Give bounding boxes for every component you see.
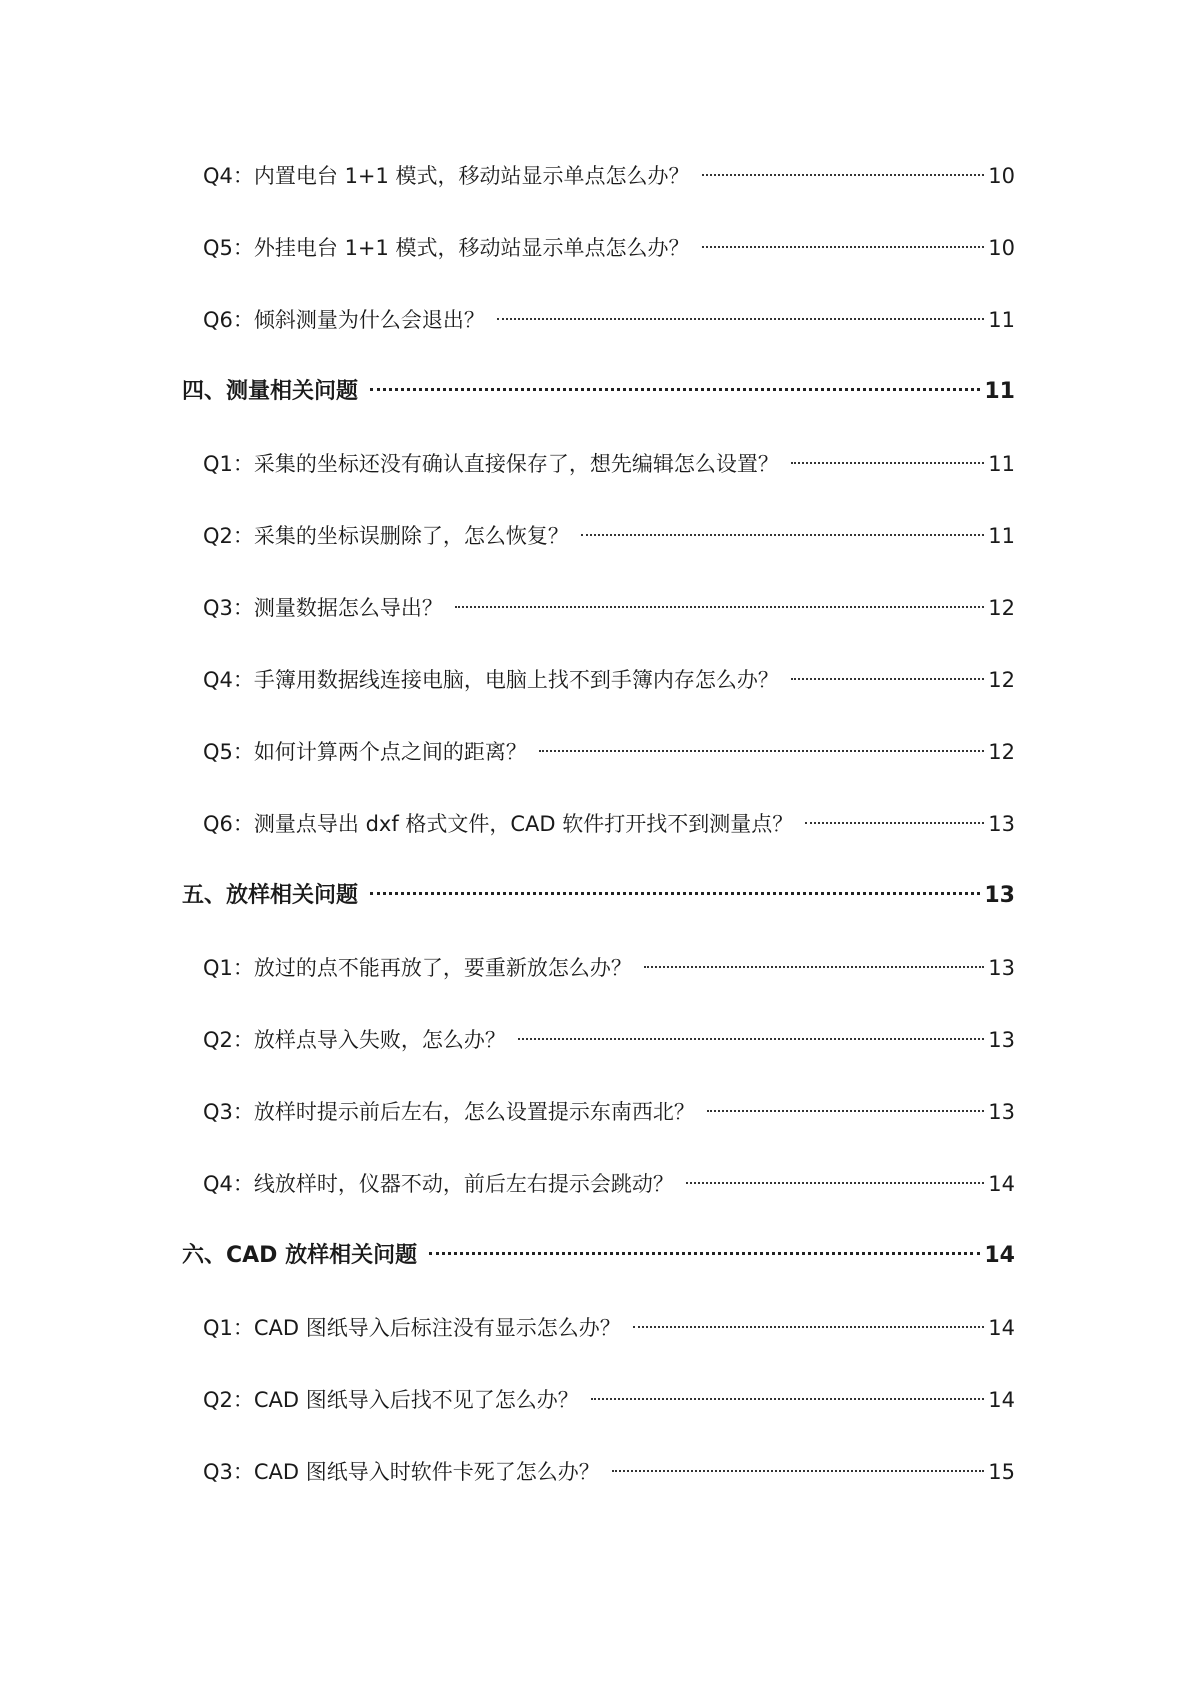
toc-section-heading[interactable] bbox=[182, 1238, 1015, 1274]
dot-leader bbox=[644, 966, 984, 968]
toc-entry[interactable] bbox=[203, 662, 1015, 698]
toc-page-number: 13 bbox=[988, 812, 1015, 836]
dot-leader bbox=[370, 892, 980, 895]
toc-page-number: 10 bbox=[988, 236, 1015, 260]
toc-page-number: 13 bbox=[988, 956, 1015, 980]
toc-entry[interactable] bbox=[203, 1382, 1015, 1418]
toc-entry-title: Q6：测量点导出 dxf 格式文件，CAD 软件打开找不到测量点？ bbox=[203, 812, 794, 836]
dot-leader bbox=[633, 1326, 985, 1328]
toc-page-number: 11 bbox=[988, 452, 1015, 476]
toc-entry-title: Q2：采集的坐标误删除了，怎么恢复？ bbox=[203, 524, 569, 548]
dot-leader bbox=[370, 388, 980, 391]
toc-entry[interactable] bbox=[203, 734, 1015, 770]
dot-leader bbox=[805, 822, 984, 824]
dot-leader bbox=[702, 174, 985, 176]
toc-entry[interactable] bbox=[203, 230, 1015, 266]
toc-page-number: 11 bbox=[984, 379, 1015, 404]
toc-entry-title: Q4：线放样时，仪器不动，前后左右提示会跳动？ bbox=[203, 1172, 674, 1196]
toc-section-title: 五、放样相关问题 bbox=[182, 883, 359, 908]
toc-entry-title: Q3：测量数据怎么导出？ bbox=[203, 596, 443, 620]
dot-leader bbox=[497, 318, 984, 320]
dot-leader bbox=[581, 534, 984, 536]
toc-page-number: 12 bbox=[988, 668, 1015, 692]
toc-page-number: 14 bbox=[984, 1243, 1015, 1268]
toc-page-number: 14 bbox=[988, 1172, 1015, 1196]
toc-entry[interactable] bbox=[203, 518, 1015, 554]
toc-section-title: 四、测量相关问题 bbox=[182, 379, 359, 404]
dot-leader bbox=[612, 1470, 985, 1472]
toc-entry-title: Q3：CAD 图纸导入时软件卡死了怎么办？ bbox=[203, 1460, 600, 1484]
toc-entry[interactable] bbox=[203, 446, 1015, 482]
toc-entry[interactable] bbox=[203, 1166, 1015, 1202]
toc-entry[interactable] bbox=[203, 806, 1015, 842]
toc-entry-title: Q3：放样时提示前后左右，怎么设置提示东南西北？ bbox=[203, 1100, 695, 1124]
toc-entry-title: Q2：CAD 图纸导入后找不见了怎么办？ bbox=[203, 1388, 579, 1412]
toc-section-heading[interactable] bbox=[182, 878, 1015, 914]
toc-entry[interactable] bbox=[203, 1454, 1015, 1490]
toc-entry[interactable] bbox=[203, 1094, 1015, 1130]
toc-entry[interactable] bbox=[203, 590, 1015, 626]
toc-page-number: 11 bbox=[988, 524, 1015, 548]
toc-entry-title: Q1：放过的点不能再放了，要重新放怎么办？ bbox=[203, 956, 632, 980]
toc-entry-title: Q4：手簿用数据线连接电脑，电脑上找不到手簿内存怎么办？ bbox=[203, 668, 779, 692]
toc-page-number: 11 bbox=[988, 308, 1015, 332]
toc-section-title: 六、CAD 放样相关问题 bbox=[182, 1243, 418, 1268]
toc-entry-title: Q2：放样点导入失败，怎么办？ bbox=[203, 1028, 506, 1052]
dot-leader bbox=[686, 1182, 984, 1184]
dot-leader bbox=[791, 678, 984, 680]
dot-leader bbox=[707, 1110, 984, 1112]
toc-entry-title: Q6：倾斜测量为什么会退出？ bbox=[203, 308, 485, 332]
toc-entry-title: Q5：外挂电台 1+1 模式，移动站显示单点怎么办？ bbox=[203, 236, 690, 260]
toc-entry[interactable] bbox=[203, 1022, 1015, 1058]
toc-page-number: 13 bbox=[984, 883, 1015, 908]
dot-leader bbox=[591, 1398, 985, 1400]
toc-entry[interactable] bbox=[203, 302, 1015, 338]
toc-entry[interactable] bbox=[203, 1310, 1015, 1346]
toc-entry-title: Q1：CAD 图纸导入后标注没有显示怎么办？ bbox=[203, 1316, 621, 1340]
toc-section-heading[interactable] bbox=[182, 374, 1015, 410]
toc-entry-title: Q5：如何计算两个点之间的距离？ bbox=[203, 740, 527, 764]
dot-leader bbox=[539, 750, 984, 752]
dot-leader bbox=[429, 1252, 980, 1255]
toc-page-number: 13 bbox=[988, 1028, 1015, 1052]
toc-page-number: 14 bbox=[988, 1388, 1015, 1412]
toc-entry[interactable] bbox=[203, 950, 1015, 986]
toc-page-number: 10 bbox=[988, 164, 1015, 188]
toc-entry-title: Q1：采集的坐标还没有确认直接保存了，想先编辑怎么设置？ bbox=[203, 452, 779, 476]
toc-page-number: 12 bbox=[988, 596, 1015, 620]
toc-entry[interactable] bbox=[203, 158, 1015, 194]
dot-leader bbox=[518, 1038, 984, 1040]
toc-page-number: 15 bbox=[988, 1460, 1015, 1484]
dot-leader bbox=[791, 462, 984, 464]
toc-page-number: 13 bbox=[988, 1100, 1015, 1124]
toc-page-number: 12 bbox=[988, 740, 1015, 764]
dot-leader bbox=[455, 606, 984, 608]
toc-entry-title: Q4：内置电台 1+1 模式，移动站显示单点怎么办？ bbox=[203, 164, 690, 188]
toc-page-number: 14 bbox=[988, 1316, 1015, 1340]
dot-leader bbox=[702, 246, 985, 248]
